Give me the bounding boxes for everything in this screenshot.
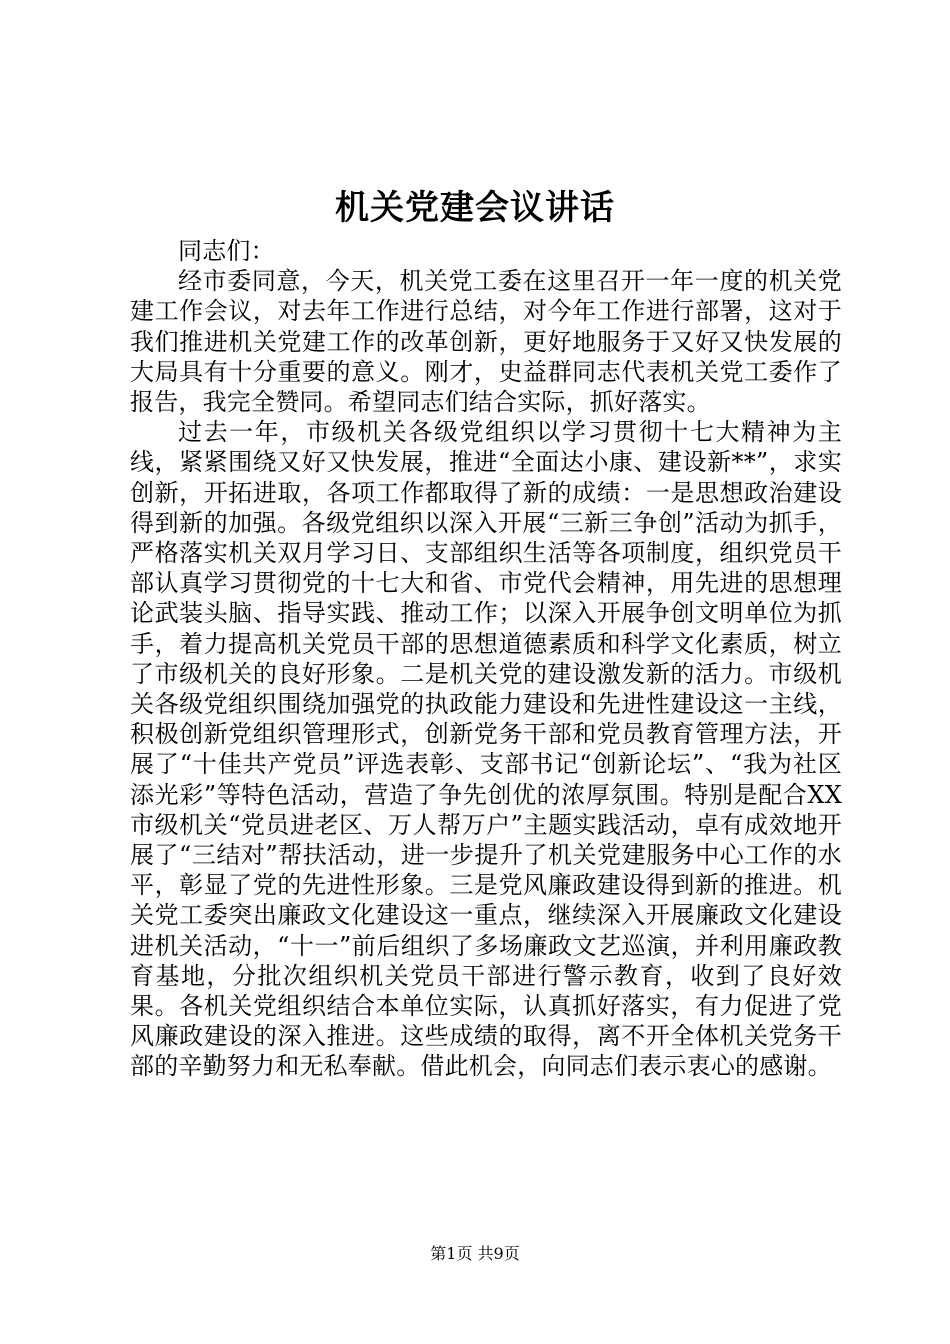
paragraph-1: 经市委同意，今天，机关党工委在这里召开一年一度的机关党建工作会议，对去年工作进行总结，对今年工作进行部署，这对于我们推进机关党建工作的改革创新，更好地服务于又好又快发展的大局具有十分重要的意义。刚才，史益群同志代表机关党工委作了报告，我完全赞同。希望同志们结合实际，抓好落实。 (130, 267, 842, 417)
salutation: 同志们： (178, 237, 275, 265)
paragraph-2: 过去一年，市级机关各级党组织以学习贯彻十七大精神为主线，紧紧围绕又好又快发展，推进“全面达小康、建设新**”，求实创新，开拓进取，各项工作都取得了新的成绩：一是思想政治建设得到新的加强。各级党组织以深入开展“三新三争创”活动为抓手，严格落实机关双月学习日、支部组织生活等各项制度，组织党员干部认真学习贯彻党的十七大和省、市党代会精神，用先进的思想理论武装头脑、指导实践、推动工作；以深入开展争创文明单位为抓手，着力提高机关党员干部的思想道德素质和科学文化素质，树立了市级机关的良好形象。二是机关党的建设激发新的活力。市级机关各级党组织围绕加强党的执政能力建设和先进性建设这一主线，积极创新党组织管理形式，创新党务干部和党员教育管理方法，开展了“十佳共产党员”评选表彰、支部书记“创新论坛”、“我为社区添光彩”等特色活动，营造了争先创优的浓厚氛围。特别是配合XX市级机关“党员进老区、万人帮万户”主题实践活动，卓有成效地开展了“三结对”帮扶活动，进一步提升了机关党建服务中心工作的水平，彰显了党的先进性形象。三是党风廉政建设得到新的推进。机关党工委突出廉政文化建设这一重点，继续深入开展廉政文化建设进机关活动，“十一”前后组织了多场廉政文艺巡演，并利用廉政教育基地，分批次组织机关党员干部进行警示教育，收到了良好效果。各机关党组织结合本单位实际，认真抓好落实，有力促进了党风廉政建设的深入推进。这些成绩的取得，离不开全体机关党务干部的辛勤努力和无私奉献。借此机会，向同志们表示衷心的感谢。 (130, 418, 842, 1081)
document-title: 机关党建会议讲话 (335, 188, 615, 228)
document-body (130, 236, 842, 1082)
page-number-footer: 第1页 共9页 (430, 1244, 520, 1263)
